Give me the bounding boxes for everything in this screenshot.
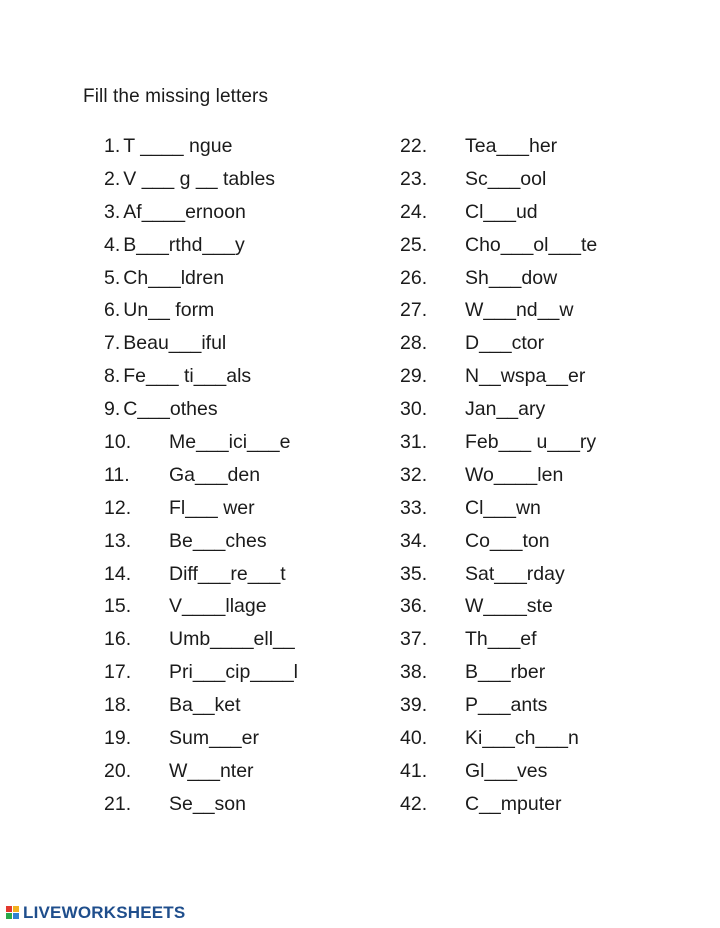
item-number: 18. <box>104 694 132 717</box>
item-number: 5. <box>104 266 121 289</box>
exercise-item <box>104 262 275 295</box>
item-number: 9. <box>104 398 121 421</box>
item-word: Ch___ldren <box>123 266 225 289</box>
item-number: 2. <box>104 167 121 190</box>
item-word: Beau___iful <box>123 332 227 355</box>
item-number: 38. <box>400 661 428 684</box>
logo-mark-square <box>6 906 12 912</box>
item-number: 13. <box>104 529 132 552</box>
exercise-item <box>104 788 275 821</box>
item-word: Af____ernoon <box>123 200 246 223</box>
item-word: Pri___cip____l <box>169 661 299 684</box>
item-word: Tea___her <box>465 135 558 157</box>
item-number: 19. <box>104 727 132 750</box>
logo-mark-square <box>13 906 19 912</box>
item-number: 25. <box>400 233 428 256</box>
exercise-item <box>104 590 275 623</box>
item-number: 31. <box>400 431 428 454</box>
item-number: 33. <box>400 496 428 519</box>
item-word: Ki___ch___n <box>465 727 579 750</box>
item-number: 22. <box>400 135 428 157</box>
item-number: 42. <box>400 792 428 815</box>
item-number: 3. <box>104 200 121 223</box>
item-number: 39. <box>400 694 428 717</box>
item-word: N__wspa__er <box>465 365 586 388</box>
item-number: 32. <box>400 463 428 486</box>
item-number: 24. <box>400 200 428 223</box>
item-word: V ___ g __ tables <box>123 167 276 190</box>
exercise-item <box>104 689 275 722</box>
item-word: Cl___ud <box>465 200 538 223</box>
item-word: Ga___den <box>169 463 261 486</box>
item-number: 16. <box>104 628 132 651</box>
item-word: T ____ ngue <box>123 135 233 157</box>
item-word: Ba__ket <box>169 694 241 717</box>
exercise-item <box>104 229 275 262</box>
exercise-item <box>104 130 275 163</box>
item-number: 10. <box>104 431 132 454</box>
exercise-item <box>104 492 275 525</box>
exercise-item <box>104 459 275 492</box>
item-word: P___ants <box>465 694 548 717</box>
item-number: 4. <box>104 233 121 256</box>
left-column <box>104 130 299 821</box>
item-number: 37. <box>400 628 428 651</box>
logo-mark-square <box>13 913 19 919</box>
item-word: Feb___ u___ry <box>465 431 597 454</box>
item-word: W___nd__w <box>465 299 574 322</box>
item-number: 34. <box>400 529 428 552</box>
exercise-item <box>104 294 275 327</box>
item-word: D___ctor <box>465 332 545 355</box>
item-word: Se__son <box>169 792 246 815</box>
item-number: 29. <box>400 365 428 388</box>
item-number: 7. <box>104 332 121 355</box>
item-number: 20. <box>104 759 132 782</box>
item-number: 36. <box>400 595 428 618</box>
exercise-item <box>104 426 291 459</box>
item-word: W___nter <box>169 759 254 782</box>
item-word: Fe___ ti___als <box>123 365 252 388</box>
item-word: W____ste <box>465 595 553 618</box>
exercise-item <box>104 558 286 591</box>
liveworksheets-logo <box>6 903 185 923</box>
exercise-item <box>104 196 275 229</box>
item-word: Umb____ell__ <box>169 628 295 651</box>
item-number: 41. <box>400 759 428 782</box>
item-number: 27. <box>400 299 428 322</box>
item-number: 1. <box>104 135 121 157</box>
item-number: 17. <box>104 661 132 684</box>
liveworksheets-logo-icon <box>6 906 20 920</box>
item-word: Wo____len <box>465 463 564 486</box>
item-number: 6. <box>104 299 121 322</box>
item-word: Sc___ool <box>465 167 547 190</box>
exercise-item <box>104 163 275 196</box>
exercise-item <box>104 755 275 788</box>
item-word: Co___ton <box>465 529 550 552</box>
logo-text: LIVEWORKSHEETS <box>23 903 186 922</box>
item-word: B___rber <box>465 661 546 684</box>
item-number: 28. <box>400 332 428 355</box>
item-word: V____llage <box>169 595 267 618</box>
item-word: Gl___ves <box>465 759 548 782</box>
item-number: 21. <box>104 792 132 815</box>
item-word: Sh___dow <box>465 266 558 289</box>
item-number: 14. <box>104 562 132 585</box>
item-word: Sum___er <box>169 727 259 750</box>
item-number: 8. <box>104 365 121 388</box>
exercise-item <box>104 623 295 656</box>
item-word: Sat___rday <box>465 562 565 585</box>
item-number: 12. <box>104 496 132 519</box>
exercise-item <box>104 656 299 689</box>
item-word: Th___ef <box>465 628 537 651</box>
item-word: Fl___ wer <box>169 496 255 519</box>
item-number: 30. <box>400 398 428 421</box>
item-word: Un__ form <box>123 299 215 322</box>
item-number: 15. <box>104 595 132 618</box>
item-number: 35. <box>400 562 428 585</box>
item-word: Cho___ol___te <box>465 233 598 256</box>
item-word: Diff___re___t <box>169 562 286 585</box>
exercise-item <box>104 525 275 558</box>
exercise-item <box>104 393 275 426</box>
item-word: Cl___wn <box>465 496 541 519</box>
exercise-item <box>104 327 275 360</box>
item-word: Me___ici___e <box>169 431 291 454</box>
item-number: 11. <box>104 463 130 486</box>
item-word: C___othes <box>123 398 218 421</box>
exercise-item <box>104 360 275 393</box>
item-word: C__mputer <box>465 792 562 815</box>
item-word: Be___ches <box>169 529 267 552</box>
logo-mark-square <box>6 913 12 919</box>
worksheet-title: Fill the missing letters <box>83 86 269 107</box>
exercise-item <box>104 722 275 755</box>
item-word: Jan__ary <box>465 398 546 421</box>
item-word: B___rthd___y <box>123 233 245 256</box>
item-number: 26. <box>400 266 428 289</box>
item-number: 23. <box>400 167 428 190</box>
item-number: 40. <box>400 727 428 750</box>
